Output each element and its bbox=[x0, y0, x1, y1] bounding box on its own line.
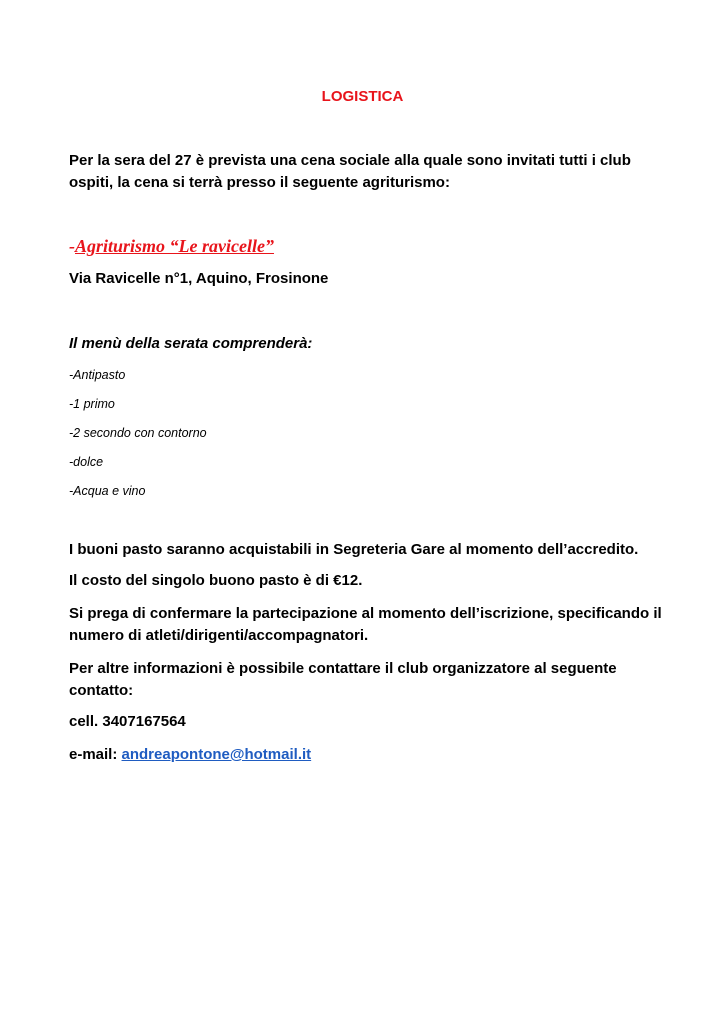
page-title: LOGISTICA bbox=[321, 88, 404, 105]
vouchers-text: I buoni pasto saranno acquistabili in Segreteria Gare al momento dell’accredito. bbox=[69, 541, 639, 558]
venue-name bbox=[69, 236, 274, 257]
menu-item: -Antipasto bbox=[69, 368, 126, 382]
menu-item: -Acqua e vino bbox=[69, 484, 146, 498]
email-label: e-mail: bbox=[69, 746, 122, 763]
phone-text: cell. 3407167564 bbox=[69, 713, 186, 730]
contact-paragraph: Per altre informazioni è possibile contattare il club organizzatore al seguente contatto: bbox=[69, 660, 617, 699]
menu-heading: Il menù della serata comprenderà: bbox=[69, 335, 313, 352]
venue-prefix: - bbox=[69, 236, 75, 256]
cost-text: Il costo del singolo buono pasto è di €12. bbox=[69, 572, 363, 589]
email-line bbox=[69, 746, 311, 763]
intro-paragraph: Per la sera del 27 è prevista una cena sociale alla quale sono invitati tutti i club ospiti, la cena si terrà presso il seguente agriturismo: bbox=[69, 152, 631, 191]
venue-address: Via Ravicelle n°1, Aquino, Frosinone bbox=[69, 270, 329, 287]
email-link[interactable]: andreapontone@hotmail.it bbox=[121, 746, 312, 763]
menu-item: -1 primo bbox=[69, 397, 115, 411]
confirm-paragraph: Si prega di confermare la partecipazione al momento dell’iscrizione, specificando il numero di atleti/dirigenti/accompagnatori. bbox=[69, 605, 662, 644]
menu-item: -2 secondo con contorno bbox=[69, 426, 207, 440]
venue-name-text: Agriturismo “Le ravicelle” bbox=[75, 236, 274, 256]
menu-item: -dolce bbox=[69, 455, 104, 469]
